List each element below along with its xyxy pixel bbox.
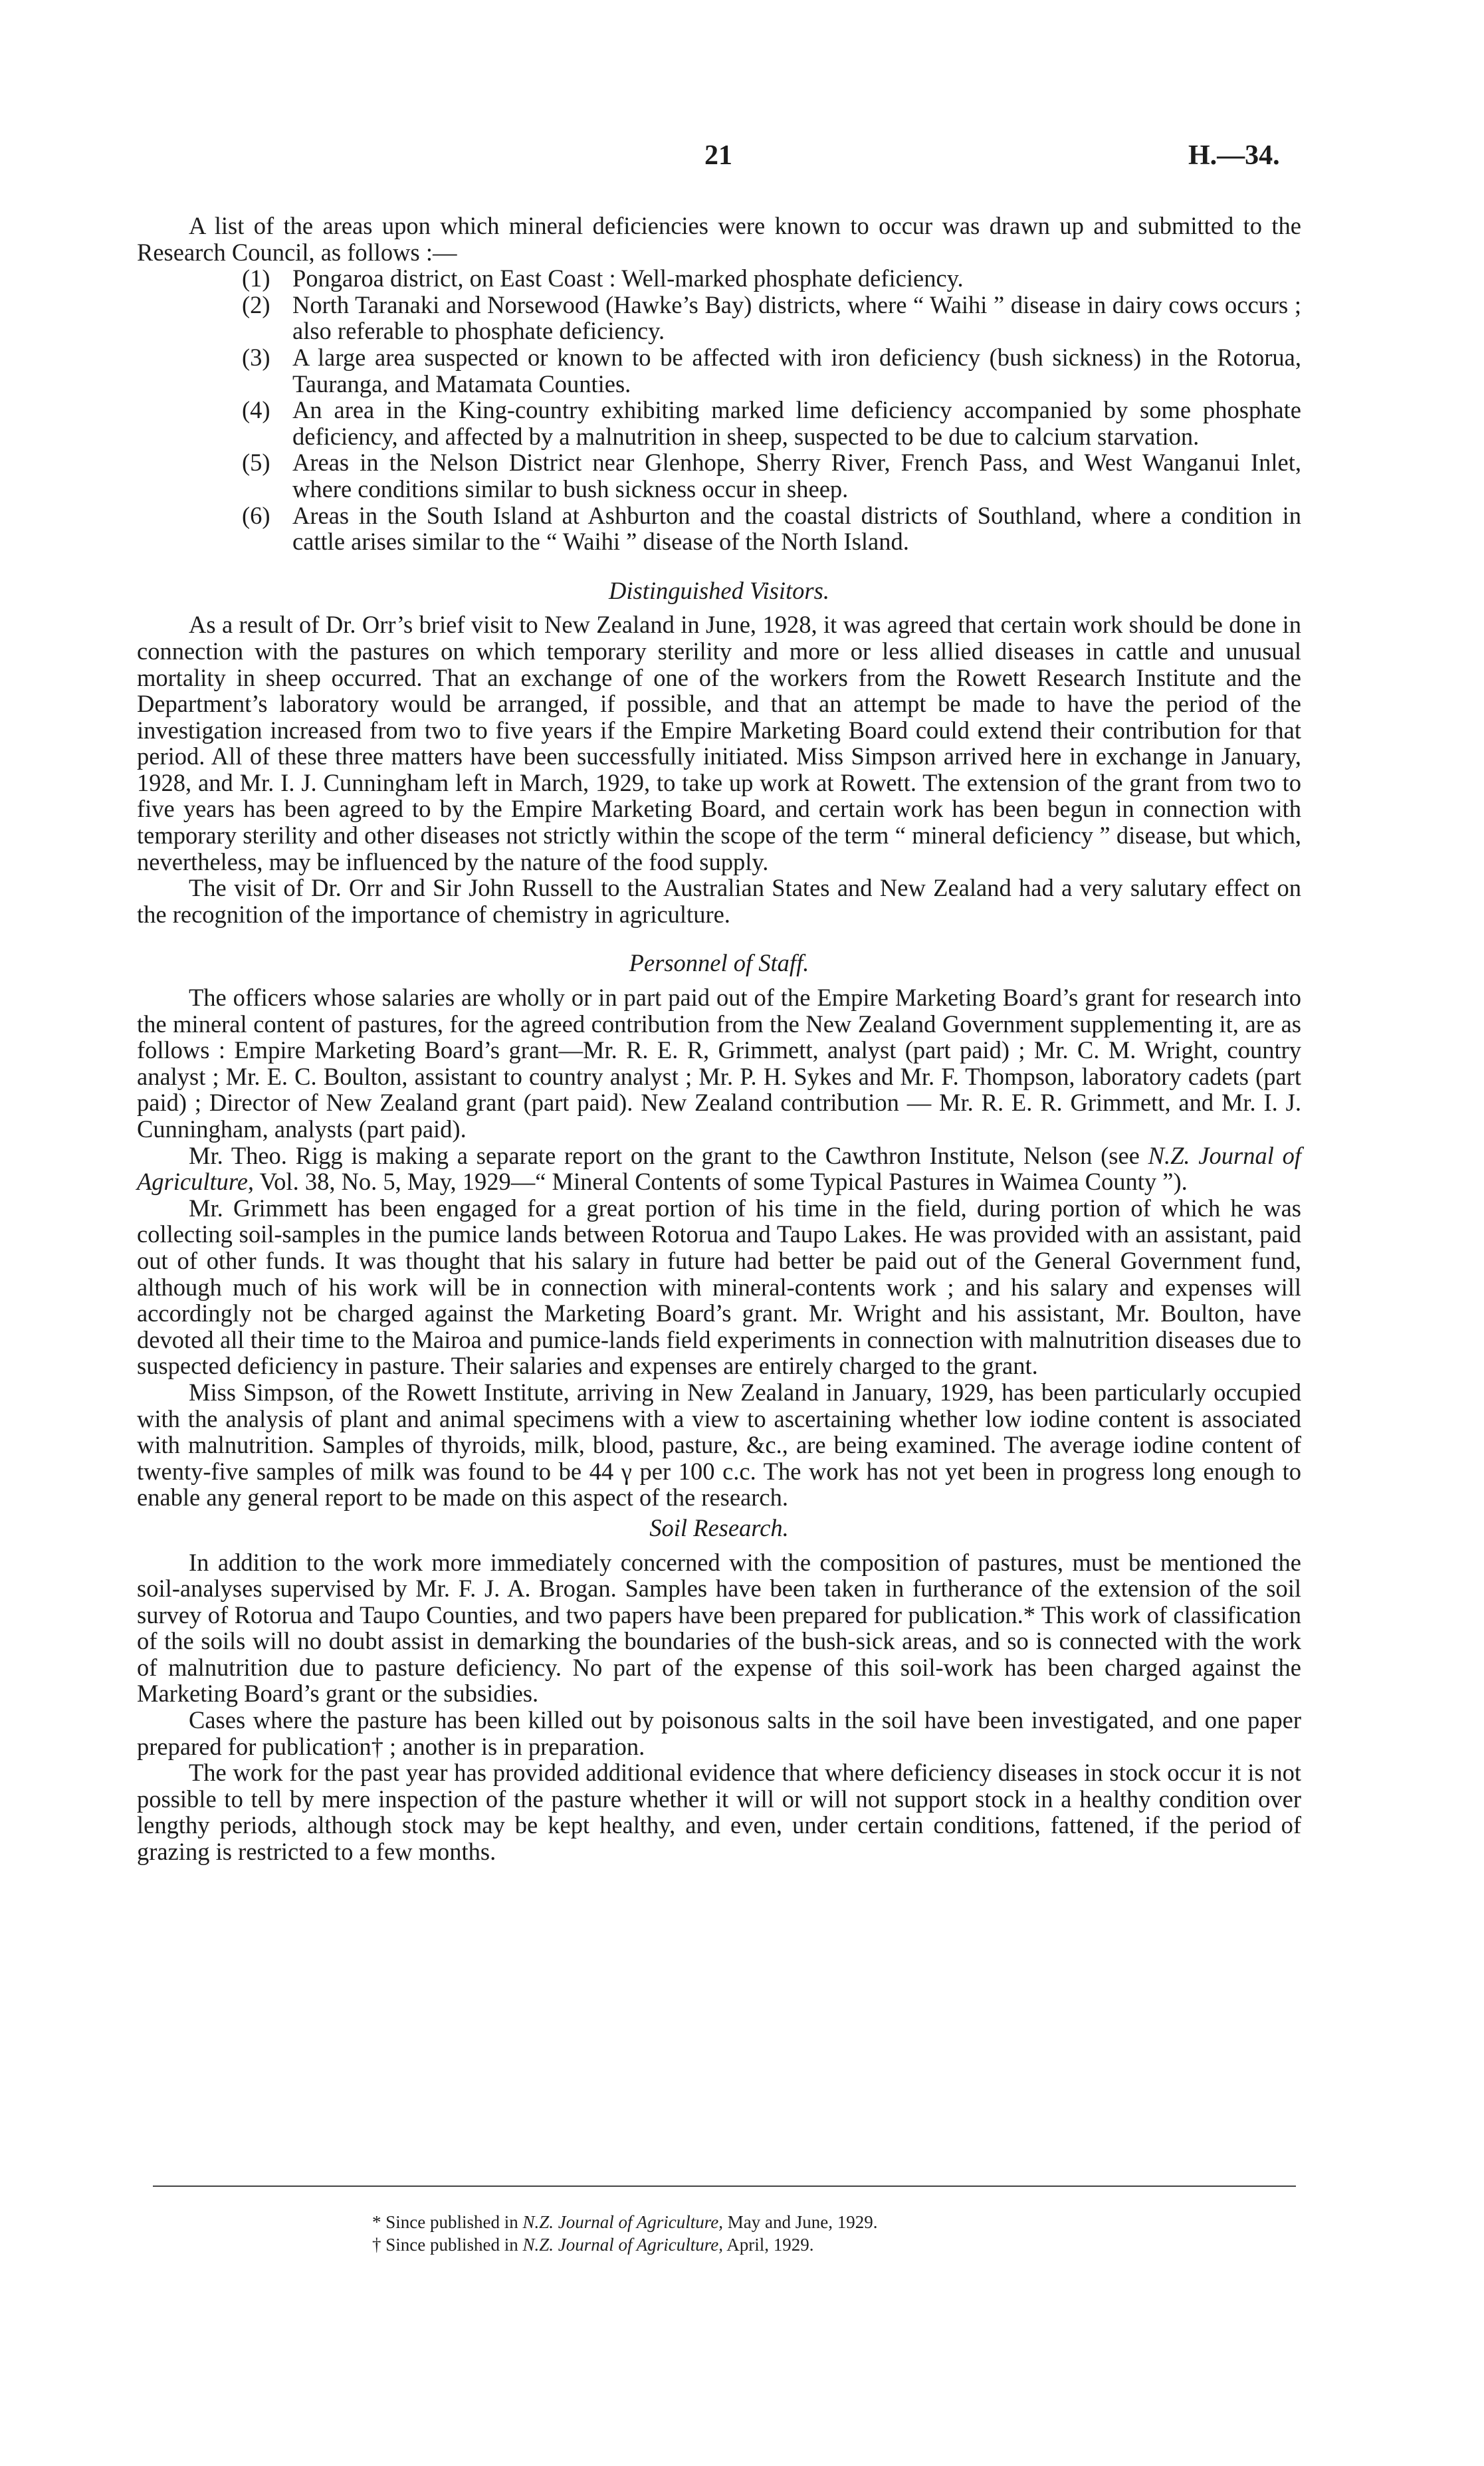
paragraph: The work for the past year has provided additional evidence that where deficiency diseases in stock occur it is not possible to tell by mere inspection of the pasture whether it will or will not support stock in a healthy condition over lengthy periods, although stock may be kept healthy, and even, under certain conditions, fattened, if the period of grazing is restricted to a few months. xyxy=(137,1759,1301,1866)
footnotes xyxy=(372,2211,1236,2256)
section-heading-soil: Soil Research. xyxy=(649,1513,789,1541)
document-body xyxy=(137,213,1301,1865)
paragraph: As a result of Dr. Orr’s brief visit to New Zealand in June, 1928, it was agreed that certain work should be done in connection with the pastures on which temporary sterility and more or less allied diseases in cattle and unusual mortality in sheep occurred. That an exchange of one of the workers from the Rowett Research Institute and the Department’s laboratory would be arranged, if possible, and that an attempt be made to have the period of the investigation increased from two to five years if the Empire Marketing Board could extend their contribution for that period. All of these three matters have been successfully initiated. Miss Simpson arrived here in exchange in January, 1928, and Mr. I. J. Cunningham left in March, 1929, to take up work at Rowett. The extension of the grant from two to five years has been agreed to by the Empire Marketing Board, and certain work has been begun in connection with temporary sterility and other diseases not strictly within the scope of the term “ mineral deficiency ” disease, but which, nevertheless, may be influenced by the nature of the food supply. xyxy=(137,611,1301,875)
intro-paragraph: A list of the areas upon which mineral deficiencies were known to occur was drawn up and submitted to the Research Council, as follows :— xyxy=(137,212,1301,266)
paragraph: In addition to the work more immediately concerned with the composition of pastures, must be mentioned the soil-analyses supervised by Mr. F. J. A. Brogan. Samples have been taken in furtherance of the extension of the soil survey of Rotorua and Taupo Counties, and two papers have been prepared for publication.* This work of classification of the soils will no doubt assist in demarking the boundaries of the bush-sick areas, and so is connected with the work of malnutrition due to pasture deficiency. No part of the expense of this soil-work has been charged against the Marketing Board’s grant or the subsidies. xyxy=(137,1548,1301,1708)
section-heading-staff: Personnel of Staff. xyxy=(629,949,809,977)
footnote: * Since published in N.Z. Journal of Agriculture, May and June, 1929. xyxy=(372,2212,878,2232)
document-reference: H.—34. xyxy=(1188,140,1280,171)
paragraph: Cases where the pasture has been killed out by poisonous salts in the soil have been investigated, and one paper prepared for publication† ; another is in preparation. xyxy=(137,1706,1301,1760)
footnote-divider xyxy=(153,2186,1296,2187)
paragraph: Miss Simpson, of the Rowett Institute, arriving in New Zealand in January, 1929, has been particularly occupied with the analysis of plant and animal specimens with a view to ascertaining whether low iodine content is associated with malnutrition. Samples of thyroids, milk, blood, pasture, &c., are being examined. The average iodine content of twenty-five samples of milk was found to be 44 γ per 100 c.c. The work has not yet been in progress long enough to enable any general report to be made on this aspect of the research. xyxy=(137,1378,1301,1512)
paragraph: The visit of Dr. Orr and Sir John Russell to the Australian States and New Zealand had a very salutary effect on the recognition of the importance of chemistry in agriculture. xyxy=(137,874,1301,928)
paragraph: The officers whose salaries are wholly or in part paid out of the Empire Marketing Board’s grant for research into the mineral content of pastures, for the agreed contribution from the New Zealand Government supplementing it, are as follows : Empire Marketing Board’s grant—Mr. R. E. R, Grimmett, analyst (part paid) ; Mr. C. M. Wright, country analyst ; Mr. E. C. Boulton, assistant to country analyst ; Mr. P. H. Sykes and Mr. F. Thompson, laboratory cadets (part paid) ; Director of New Zealand grant (part paid). New Zealand contribution — Mr. R. E. R. Grimmett, and Mr. I. J. Cunningham, analysts (part paid). xyxy=(137,984,1301,1143)
section-heading-visitors: Distinguished Visitors. xyxy=(609,576,829,604)
page-number: 21 xyxy=(704,140,732,171)
list-item: (4) An area in the King-country exhibiting marked lime deficiency accompanied by some phosphate deficiency, and affected by a malnutrition in sheep, suspected to be due to calcium starvation. xyxy=(242,396,1301,450)
list-item: (5) Areas in the Nelson District near Glenhope, Sherry River, French Pass, and West Wanganui Inlet, where conditions similar to bush sickness occur in sheep. xyxy=(242,449,1301,503)
page-header xyxy=(0,140,1484,173)
deficiency-area-list xyxy=(137,265,1301,555)
list-item: (3) A large area suspected or known to be affected with iron deficiency (bush sickness) in the Rotorua, Tauranga, and Matamata Counties. xyxy=(242,343,1301,397)
list-item: (1) Pongaroa district, on East Coast : Well-marked phosphate deficiency. xyxy=(242,265,964,292)
list-item: (2) North Taranaki and Norsewood (Hawke’s Bay) districts, where “ Waihi ” disease in dairy cows occurs ; also referable to phosphate deficiency. xyxy=(242,290,1301,345)
paragraph: Mr. Theo. Rigg is making a separate report on the grant to the Cawthron Institute, Nelson (see N.Z. Journal of Agriculture, Vol. 38, No. 5, May, 1929—“ Mineral Contents of some Typical Pastures in Waimea County ”). xyxy=(137,1141,1301,1196)
list-item: (6) Areas in the South Island at Ashburton and the coastal districts of Southland, where a condition in cattle arises similar to the “ Waihi ” disease of the North Island. xyxy=(242,501,1301,556)
footnote: † Since published in N.Z. Journal of Agriculture, April, 1929. xyxy=(372,2235,814,2255)
paragraph: Mr. Grimmett has been engaged for a great portion of his time in the field, during portion of which he was collecting soil-samples in the pumice lands between Rotorua and Taupo Lakes. He was provided with an assistant, paid out of other funds. It was thought that his salary in future had better be paid out of the General Government fund, although much of his work will be in connection with mineral-contents work ; and his salary and expenses will accordingly not be charged against the Marketing Board’s grant. Mr. Wright and his assistant, Mr. Boulton, have devoted all their time to the Mairoa and pumice-lands field experiments in connection with malnutrition diseases due to suspected deficiency in pasture. Their salaries and expenses are entirely charged to the grant. xyxy=(137,1194,1301,1380)
journal-title: N.Z. Journal of Agriculture, xyxy=(137,1141,1301,1196)
